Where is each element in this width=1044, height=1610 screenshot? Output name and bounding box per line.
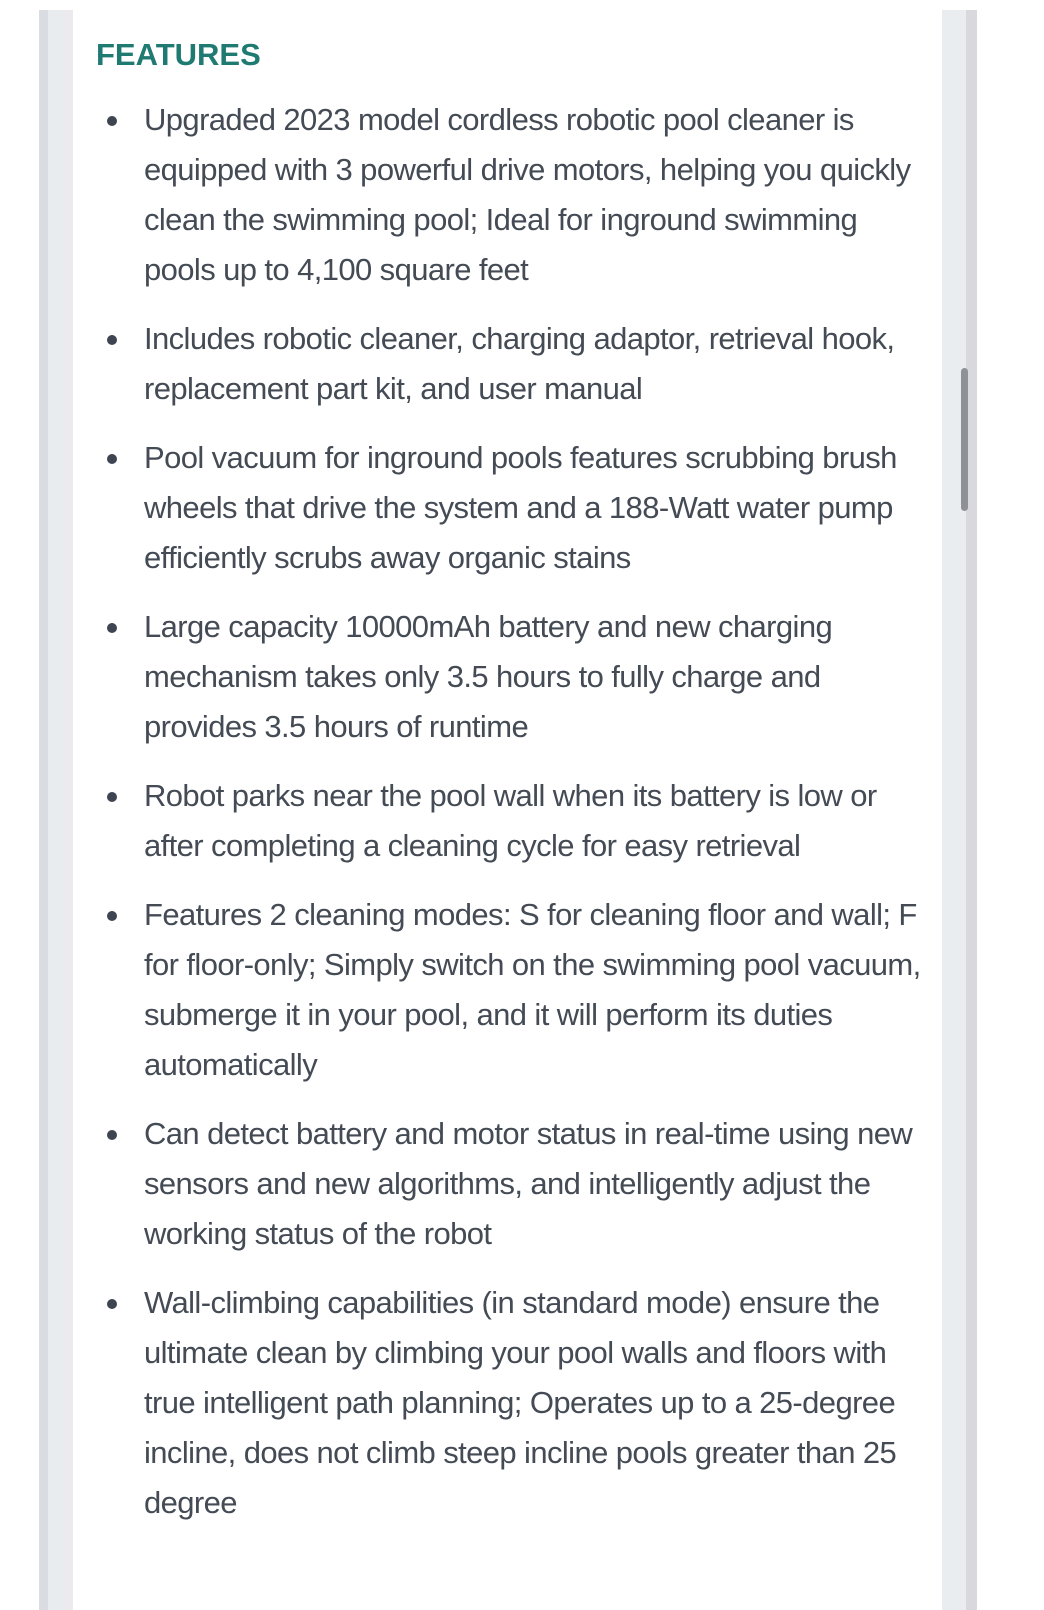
scrollbar-thumb[interactable] [961,368,968,511]
section-heading: FEATURES [96,37,261,72]
feature-item [96,602,926,752]
feature-item [96,314,926,414]
feature-text: Wall-climbing capabilities (in standard mode) ensure the ultimate clean by climbing your pool walls and floors with true intelligent path planning; Operates up to a 25-degree incline, does not climb steep incline pools greater than 25 degree [144,1285,897,1520]
bullet-icon [107,1130,117,1140]
bullet-icon [107,116,117,126]
left-panel-border [39,10,73,1610]
bullet-icon [107,454,117,464]
feature-item [96,433,926,583]
feature-text: Robot parks near the pool wall when its battery is low or after completing a cleaning cycle for easy retrieval [144,778,877,863]
feature-item [96,1109,926,1259]
feature-text: Features 2 cleaning modes: S for cleaning floor and wall; F for floor-only; Simply switch on the swimming pool vacuum, submerge it in your pool, and it will perform its duties automatically [144,897,921,1082]
feature-text: Includes robotic cleaner, charging adaptor, retrieval hook, replacement part kit, and user manual [144,321,895,406]
features-section [96,30,926,1547]
bullet-icon [107,335,117,345]
bullet-icon [107,911,117,921]
scrollbar-track[interactable] [942,10,977,1610]
feature-item [96,890,926,1090]
feature-item [96,771,926,871]
features-list [96,95,926,1528]
feature-item [96,1278,926,1528]
feature-text: Upgraded 2023 model cordless robotic pool cleaner is equipped with 3 powerful drive motors, helping you quickly clean the swimming pool; Ideal for inground swimming pools up to 4,100 square feet [144,102,911,287]
bullet-icon [107,1299,117,1309]
feature-text: Pool vacuum for inground pools features scrubbing brush wheels that drive the system and a 188-Watt water pump efficiently scrubs away organic stains [144,440,897,575]
bullet-icon [107,792,117,802]
feature-text: Can detect battery and motor status in real-time using new sensors and new algorithms, and intelligently adjust the working status of the robot [144,1116,913,1251]
bullet-icon [107,623,117,633]
feature-text: Large capacity 10000mAh battery and new charging mechanism takes only 3.5 hours to fully charge and provides 3.5 hours of runtime [144,609,833,744]
feature-item [96,95,926,295]
